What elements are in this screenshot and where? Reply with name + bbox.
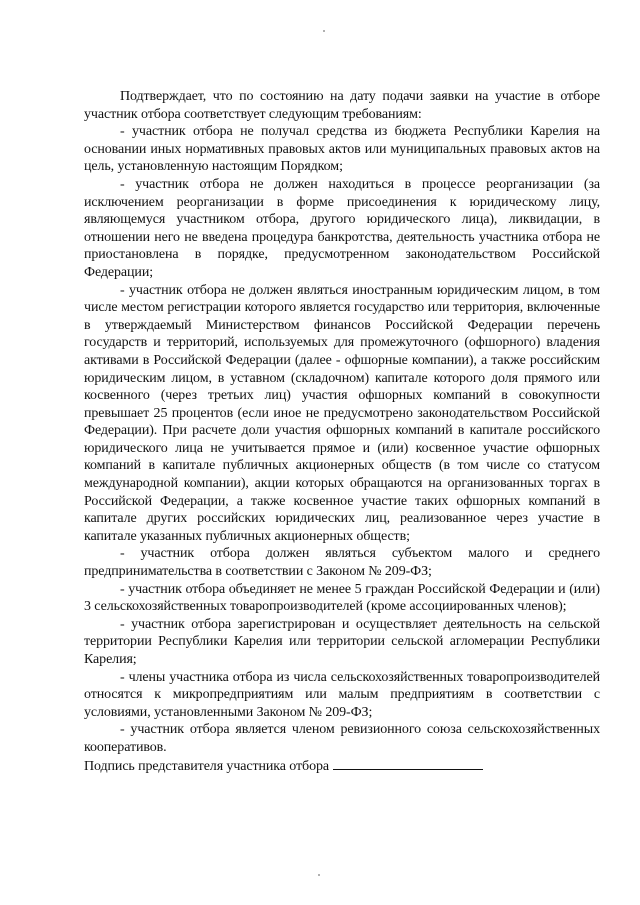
signature-label: Подпись представителя участника отбора	[84, 758, 329, 774]
scan-speck	[318, 874, 320, 876]
requirement-item: - члены участника отбора из числа сельскохозяйственных товаропроизводителей относятся к микропредприятиям или малым предприятиям в соответствии с условиями, установленными Законом № 209-ФЗ;	[84, 669, 600, 720]
signature-row	[84, 757, 600, 776]
requirement-item: - участник отбора объединяет не менее 5 граждан Российской Федерации и (или) 3 сельскохозяйственных товаропроизводителей (кроме ассоциированных членов);	[84, 581, 600, 615]
requirement-item: - участник отбора не должен находиться в процессе реорганизации (за исключением реорганизации в форме присоединения к юридическому лицу, являющемуся участником отбора, другого юридического лица), ликвидации, в отношении него не введена процедура банкротства, деятельность участника отбора не приостановлена в порядке, предусмотренном законодательством Российской Федерации;	[84, 176, 600, 280]
requirement-item: - участник отбора не получал средства из бюджета Республики Карелия на основании иных нормативных правовых актов или муниципальных правовых актов на цель, установленную настоящим Порядком;	[84, 124, 600, 175]
intro-paragraph: Подтверждает, что по состоянию на дату подачи заявки на участие в отборе участник отбора соответствует следующим требованиям:	[84, 89, 600, 122]
signature-line	[333, 757, 483, 770]
scan-speck	[323, 30, 325, 32]
requirement-item: - участник отбора зарегистрирован и осуществляет деятельность на сельской территории Республики Карелия или территории сельской агломерации Республики Карелия;	[84, 616, 600, 667]
document-body	[84, 88, 600, 775]
requirement-item: - участник отбора не должен являться иностранным юридическим лицом, в том числе местом регистрации которого является государство или территория, включенные в утверждаемый Министерством финансов Российской Федерации перечень государств и территорий, используемых для промежуточного (офшорного) владения активами в Российской Федерации (далее - офшорные компании), а также российским юридическим лицом, в уставном (складочном) капитале которого доля прямого или косвенного (через третьих лиц) участия офшорных компаний в совокупности превышает 25 процентов (если иное не предусмотрено законодательством Российской Федерации). При расчете доли участия офшорных компаний в капитале российского юридического лица не учитывается прямое и (или) косвенное участие офшорных компаний в капитале публичных акционерных обществ (в том числе со статусом международной компании), акции которых обращаются на организованных торгах в Российской Федерации, а также косвенное участие таких офшорных компаний в капитале других российских юридических лиц, реализованное через участие в капитале указанных публичных акционерных обществ;	[84, 282, 600, 544]
requirement-item: - участник отбора является членом ревизионного союза сельскохозяйственных кооперативов.	[84, 722, 600, 755]
requirement-item: - участник отбора должен являться субъектом малого и среднего предпринимательства в соответствии с Законом № 209-ФЗ;	[84, 546, 600, 580]
